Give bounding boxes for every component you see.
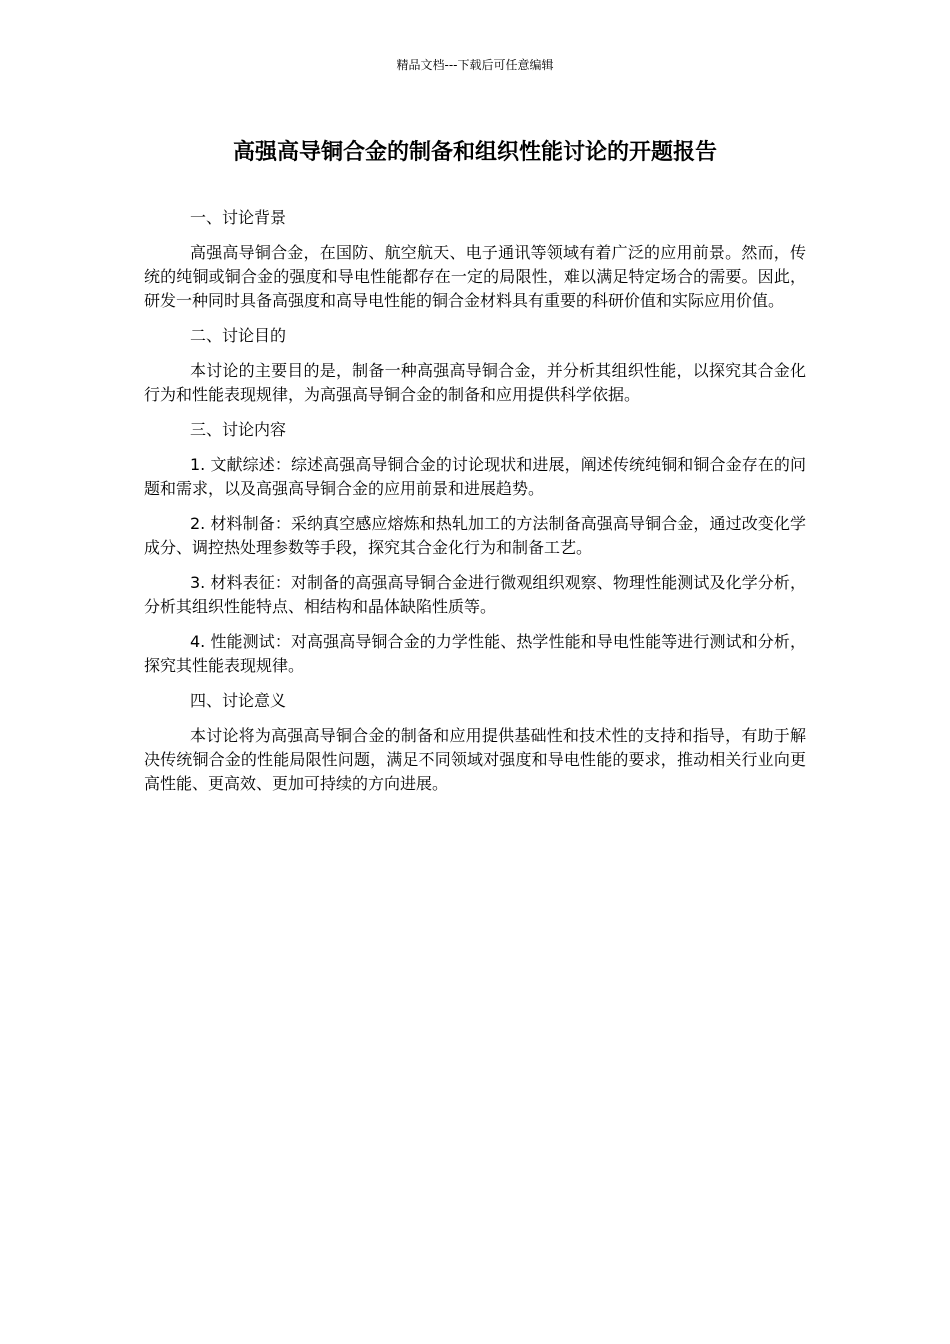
document-body [144, 206, 806, 807]
document-title: 高强高导铜合金的制备和组织性能讨论的开题报告 [232, 140, 717, 165]
section-content [144, 418, 806, 678]
list-item: 3. 材料表征：对制备的高强高导铜合金进行微观组织观察、物理性能测试及化学分析，分析其组织性能特点、相结构和晶体缺陷性质等。 [144, 573, 806, 616]
section-purpose [144, 324, 806, 407]
paragraph: 本讨论将为高强高导铜合金的制备和应用提供基础性和技术性的支持和指导，有助于解决传统铜合金的性能局限性问题，满足不同领域对强度和导电性能的要求，推动相关行业向更高性能、更高效、更加可持续的方向进展。 [144, 726, 806, 793]
header-watermark: 精品文档---下载后可任意编辑 [396, 58, 554, 72]
paragraph: 本讨论的主要目的是，制备一种高强高导铜合金，并分析其组织性能，以探究其合金化行为和性能表现规律，为高强高导铜合金的制备和应用提供科学依据。 [144, 361, 806, 404]
section-heading: 四、讨论意义 [190, 691, 287, 710]
section-significance [144, 689, 806, 796]
section-background [144, 206, 806, 313]
section-heading: 一、讨论背景 [190, 208, 287, 227]
list-item: 1. 文献综述：综述高强高导铜合金的讨论现状和进展，阐述传统纯铜和铜合金存在的问题和需求，以及高强高导铜合金的应用前景和进展趋势。 [144, 455, 806, 498]
paragraph: 高强高导铜合金，在国防、航空航天、电子通讯等领域有着广泛的应用前景。然而，传统的纯铜或铜合金的强度和导电性能都存在一定的局限性，难以满足特定场合的需要。因此，研发一种同时具备高强度和高导电性能的铜合金材料具有重要的科研价值和实际应用价值。 [144, 243, 806, 310]
list-item: 2. 材料制备：采纳真空感应熔炼和热轧加工的方法制备高强高导铜合金，通过改变化学成分、调控热处理参数等手段，探究其合金化行为和制备工艺。 [144, 514, 806, 557]
section-heading: 二、讨论目的 [190, 326, 287, 345]
section-heading: 三、讨论内容 [190, 420, 287, 439]
list-item: 4. 性能测试：对高强高导铜合金的力学性能、热学性能和导电性能等进行测试和分析，探究其性能表现规律。 [144, 632, 806, 675]
